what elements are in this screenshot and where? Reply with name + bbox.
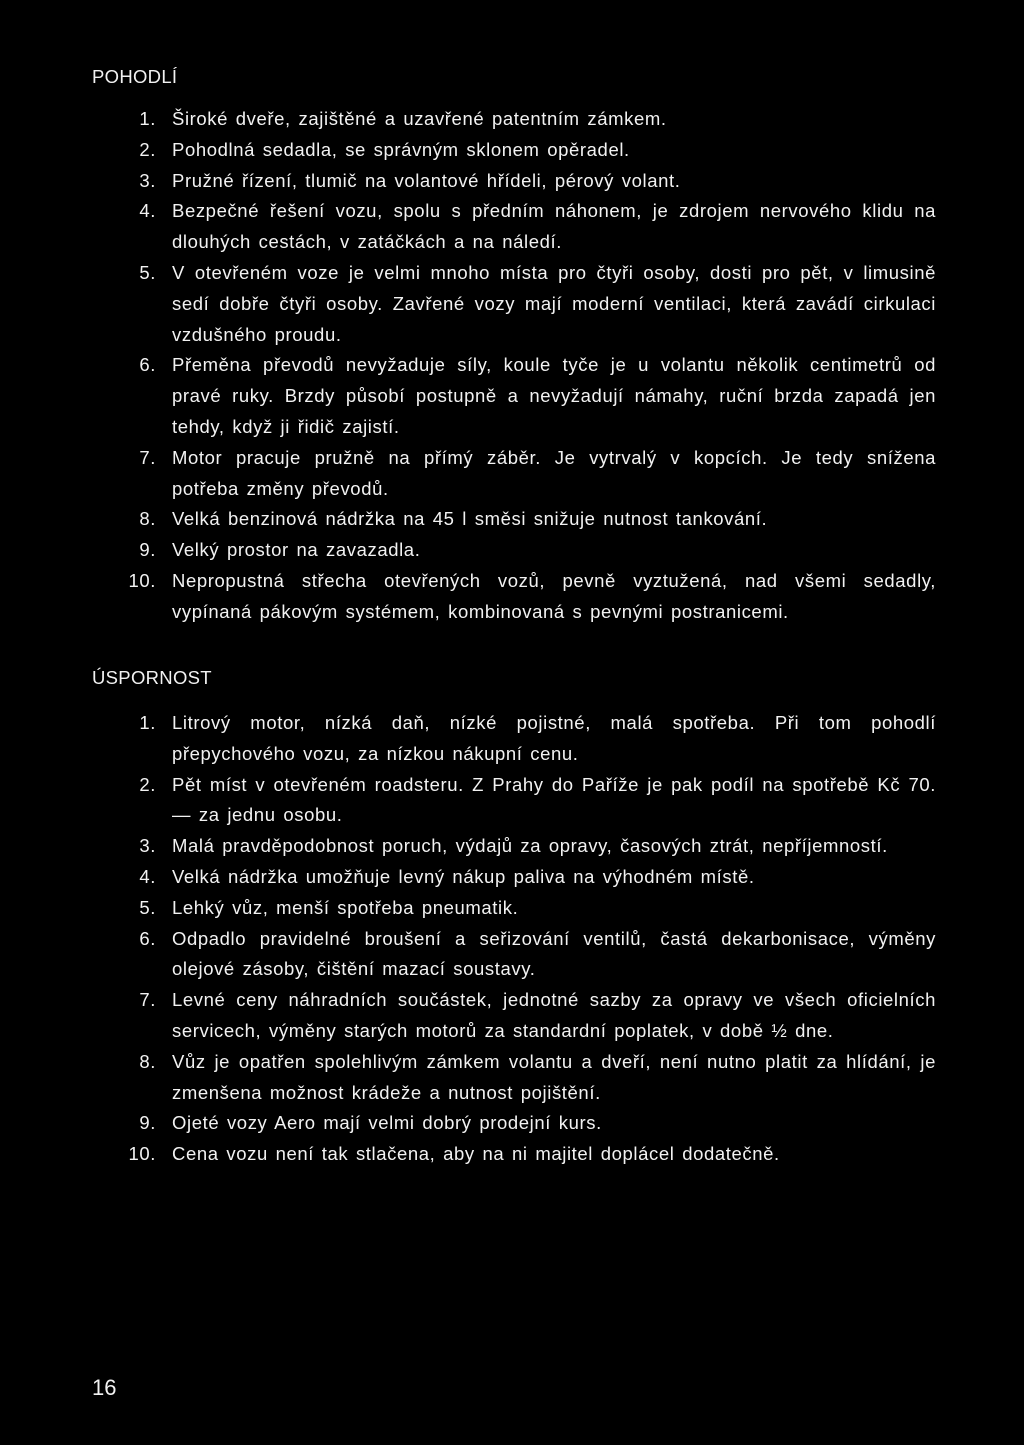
item-text: Pohodlná sedadla, se správným sklonem opěradel.: [172, 138, 630, 160]
list-item: [0, 135, 1024, 166]
item-number: 5.: [139, 896, 156, 918]
item-number: 6.: [139, 354, 156, 376]
list-item: [0, 985, 1024, 1047]
list-item: [0, 566, 1024, 628]
item-number: 5.: [139, 261, 156, 283]
section-heading-uspornost: ÚSPORNOST: [92, 667, 212, 688]
item-text: Litrový motor, nízká daň, nízké pojistné, malá spotřeba. Při tom pohodlí přepychového vozu, za nízkou nákupní cenu.: [172, 712, 936, 764]
list-item: [0, 196, 1024, 258]
list-item: [0, 708, 1024, 770]
item-text: Odpadlo pravidelné broušení a seřizování ventilů, častá dekarbonisace, výměny olejové zásoby, čištění mazací soustavy.: [172, 927, 936, 980]
list-item: [0, 1139, 1024, 1170]
list-pohodli: [0, 104, 1024, 628]
list-item: [0, 924, 1024, 986]
item-number: 4.: [139, 865, 156, 887]
item-text: Malá pravděpodobnost poruch, výdajů za opravy, časových ztrát, nepříjemností.: [172, 835, 888, 857]
item-text: Pružné řízení, tlumič na volantové hřídeli, pérový volant.: [172, 169, 681, 191]
item-number: 9.: [139, 1112, 156, 1134]
page-number: 16: [92, 1375, 117, 1400]
item-number: 8.: [139, 508, 156, 530]
item-text: Široké dveře, zajištěné a uzavřené patentním zámkem.: [172, 108, 667, 129]
item-text: Ojeté vozy Aero mají velmi dobrý prodejní kurs.: [172, 1112, 602, 1134]
item-text: Levné ceny náhradních součástek, jednotné sazby za opravy ve všech oficielních servicech, výměny starých motorů za standardní poplatek, v době ½ dne.: [172, 989, 936, 1041]
item-number: 7.: [139, 446, 156, 468]
list-item: [0, 350, 1024, 442]
item-text: Lehký vůz, menší spotřeba pneumatik.: [172, 896, 519, 918]
item-text: Pět míst v otevřeném roadsteru. Z Prahy do Paříže je pak podíl na spotřebě Kč 70.— za jednu osobu.: [172, 773, 936, 826]
section-heading-pohodli: POHODLÍ: [92, 66, 178, 87]
item-text: Cena vozu není tak stlačena, aby na ni majitel doplácel dodatečně.: [172, 1143, 780, 1165]
list-item: [0, 1108, 1024, 1139]
item-text: Velký prostor na zavazadla.: [172, 539, 421, 561]
item-number: 4.: [139, 200, 156, 222]
item-text: Přeměna převodů nevyžaduje síly, koule tyče je u volantu několik centimetrů od pravé ruky. Brzdy působí postupně a nevyžadují námahy, ruční brzda zapadá jen tehdy, když ji řidič zajistí.: [172, 354, 936, 437]
item-number: 10.: [128, 569, 156, 591]
item-text: Velká benzinová nádržka na 45 l směsi snižuje nutnost tankování.: [172, 508, 768, 530]
list-uspornost: [0, 708, 1024, 1170]
item-number: 7.: [139, 989, 156, 1011]
list-item: [0, 831, 1024, 862]
list-item: [0, 166, 1024, 197]
list-item: [0, 443, 1024, 505]
item-number: 6.: [139, 927, 156, 949]
list-item: [0, 862, 1024, 893]
list-item: [0, 104, 1024, 135]
item-number: 1.: [139, 108, 156, 129]
item-number: 3.: [139, 835, 156, 857]
item-text: V otevřeném voze je velmi mnoho místa pro čtyři osoby, dosti pro pět, v limusině sedí dobře čtyři osoby. Zavřené vozy mají moderní ventilaci, která zavádí cirkulaci vzdušného proudu.: [172, 261, 936, 345]
item-text: Motor pracuje pružně na přímý záběr. Je vytrvalý v kopcích. Je tedy snížena potřeba změny převodů.: [172, 446, 936, 499]
item-number: 2.: [139, 773, 156, 795]
item-number: 3.: [139, 169, 156, 191]
item-number: 2.: [139, 138, 156, 160]
list-item: [0, 893, 1024, 924]
list-item: [0, 504, 1024, 535]
list-item: [0, 535, 1024, 566]
item-text: Velká nádržka umožňuje levný nákup paliva na výhodném místě.: [172, 865, 755, 887]
item-text: Vůz je opatřen spolehlivým zámkem volantu a dveří, není nutno platit za hlídání, je zmenšena možnost krádeže a nutnost pojištění.: [172, 1050, 936, 1103]
item-number: 9.: [139, 539, 156, 561]
item-text: Nepropustná střecha otevřených vozů, pevně vyztužená, nad všemi sedadly, vypínaná pákovým systémem, kombinovaná s pevnými postranicemi.: [172, 569, 936, 622]
list-item: [0, 1047, 1024, 1109]
item-number: 1.: [139, 712, 156, 733]
list-item: [0, 770, 1024, 832]
list-item: [0, 258, 1024, 350]
item-number: 10.: [128, 1143, 156, 1165]
item-text: Bezpečné řešení vozu, spolu s předním náhonem, je zdrojem nervového klidu na dlouhých cestách, v zatáčkách a na náledí.: [172, 200, 936, 253]
item-number: 8.: [139, 1050, 156, 1072]
